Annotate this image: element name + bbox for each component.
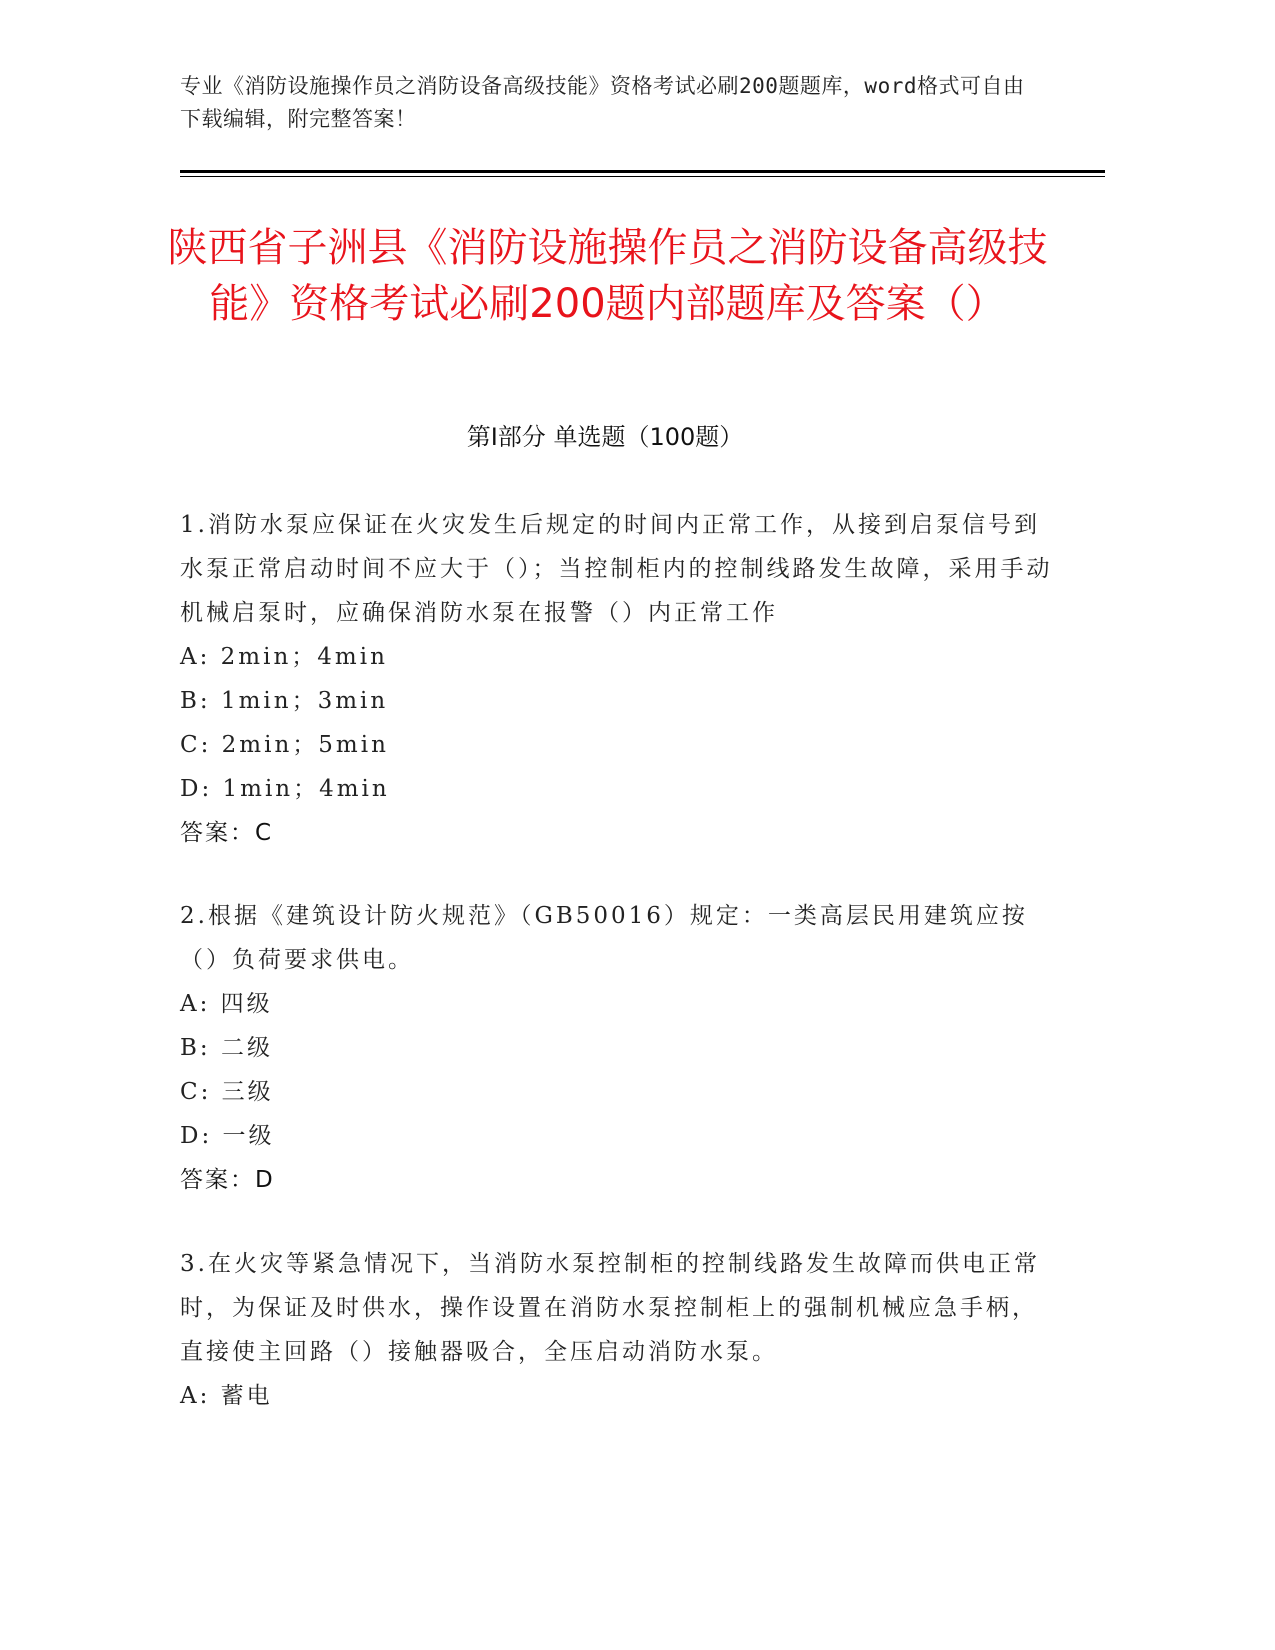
answer: 答案：D <box>180 1167 275 1193</box>
header-note: 专业《消防设施操作员之消防设备高级技能》资格考试必刷200题题库，word格式可自由下载编辑，附完整答案！ <box>180 74 1025 131</box>
option-b: B: 1min；3min <box>180 688 389 714</box>
question-stem: 3.在火灾等紧急情况下，当消防水泵控制柜的控制线路发生故障而供电正常时，为保证及时供水，操作设置在消防水泵控制柜上的强制机械应急手柄，直接使主回路（）接触器吸合，全压启动消防水泵。 <box>180 1251 1040 1365</box>
header-rule-thick <box>180 170 1105 173</box>
question-stem: 1.消防水泵应保证在火灾发生后规定的时间内正常工作，从接到启泵信号到水泵正常启动时间不应大于（）；当控制柜内的控制线路发生故障，采用手动机械启泵时，应确保消防水泵在报警（）内正常工作 <box>180 512 1053 626</box>
option-a: A: 2min；4min <box>180 644 388 670</box>
header-rule-thin <box>180 176 1105 177</box>
option-d: D: 一级 <box>180 1123 275 1149</box>
option-d: D: 1min；4min <box>180 776 390 802</box>
answer: 答案：C <box>180 820 274 846</box>
question-3 <box>180 1242 1060 1418</box>
option-c: C: 三级 <box>180 1079 274 1105</box>
option-b: B: 二级 <box>180 1035 273 1061</box>
question-2 <box>180 894 1060 1202</box>
option-a: A: 四级 <box>180 991 273 1017</box>
option-a: A: 蓄电 <box>180 1383 273 1409</box>
question-1 <box>180 503 1060 855</box>
document-title: 陕西省子洲县《消防设施操作员之消防设备高级技能》资格考试必刷200题内部题库及答案（） <box>167 225 1048 327</box>
option-c: C: 2min；5min <box>180 732 389 758</box>
section-heading: 第I部分 单选题（100题） <box>466 423 744 451</box>
question-stem: 2.根据《建筑设计防火规范》（GB50016）规定：一类高层民用建筑应按（）负荷要求供电。 <box>180 903 1028 973</box>
